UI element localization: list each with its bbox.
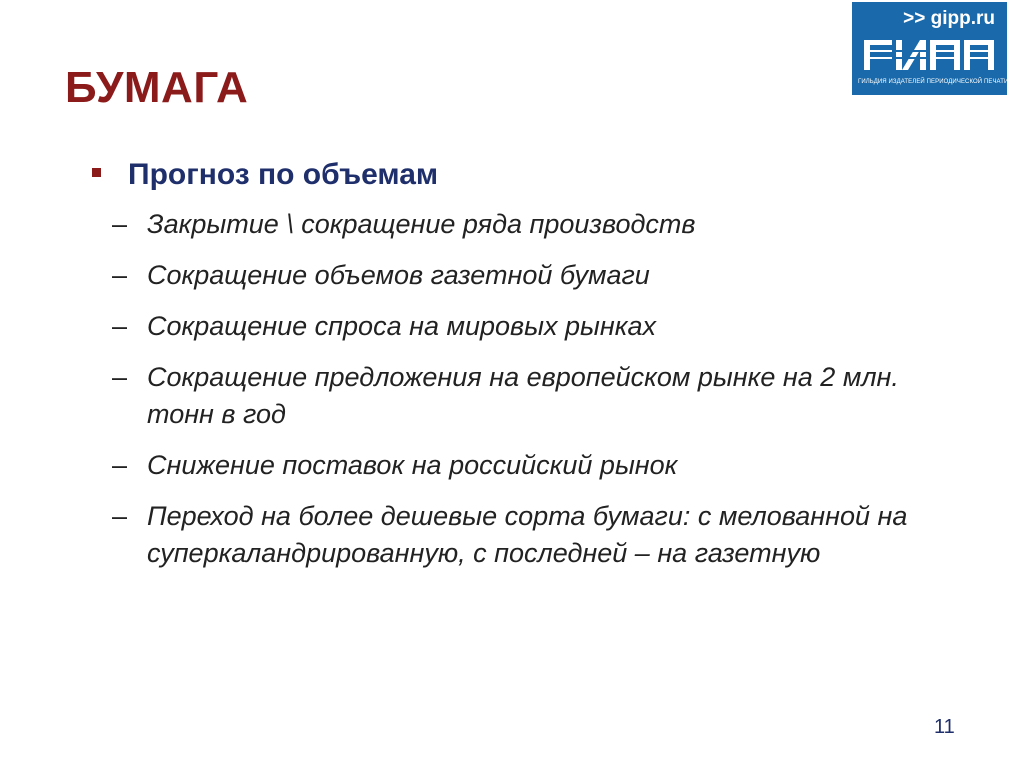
logo-url-text: >> gipp.ru: [903, 8, 995, 29]
list-item: [112, 498, 912, 572]
list-item-text: Закрытие \ сокращение ряда производств: [147, 209, 696, 239]
dash-marker: –: [112, 362, 128, 392]
list-item-text: Переход на более дешевые сорта бумаги: с мелованной на суперкаландрированную, с последней – на газетную: [147, 501, 908, 568]
gipp-logo: [852, 2, 1007, 95]
logo-caption: ГИЛЬДИЯ ИЗДАТЕЛЕЙ ПЕРИОДИЧЕСКОЙ ПЕЧАТИ: [858, 79, 1009, 85]
dash-marker: –: [112, 209, 128, 239]
list-item-text: Сокращение объемов газетной бумаги: [147, 260, 650, 290]
list-item-text: Сокращение предложения на европейском рынке на 2 млн. тонн в год: [147, 362, 899, 429]
page-number: 11: [934, 716, 955, 738]
dash-marker: –: [112, 450, 128, 480]
list-item: [112, 257, 912, 294]
list-item: [112, 359, 912, 433]
bullet-heading: Прогноз по объемам: [128, 158, 439, 191]
list-item: [112, 447, 912, 484]
slide-title: БУМАГА: [65, 63, 249, 112]
list-item: [112, 308, 912, 345]
sub-bullet-list: [112, 206, 912, 586]
bullet-heading-row: [92, 155, 439, 195]
dash-marker: –: [112, 501, 128, 531]
square-bullet-icon: [92, 168, 101, 177]
dash-marker: –: [112, 260, 128, 290]
list-item-text: Сокращение спроса на мировых рынках: [147, 311, 656, 341]
dash-marker: –: [112, 311, 128, 341]
list-item-text: Снижение поставок на российский рынок: [147, 450, 678, 480]
list-item: [112, 206, 912, 243]
gipp-mark-icon: [862, 36, 998, 74]
